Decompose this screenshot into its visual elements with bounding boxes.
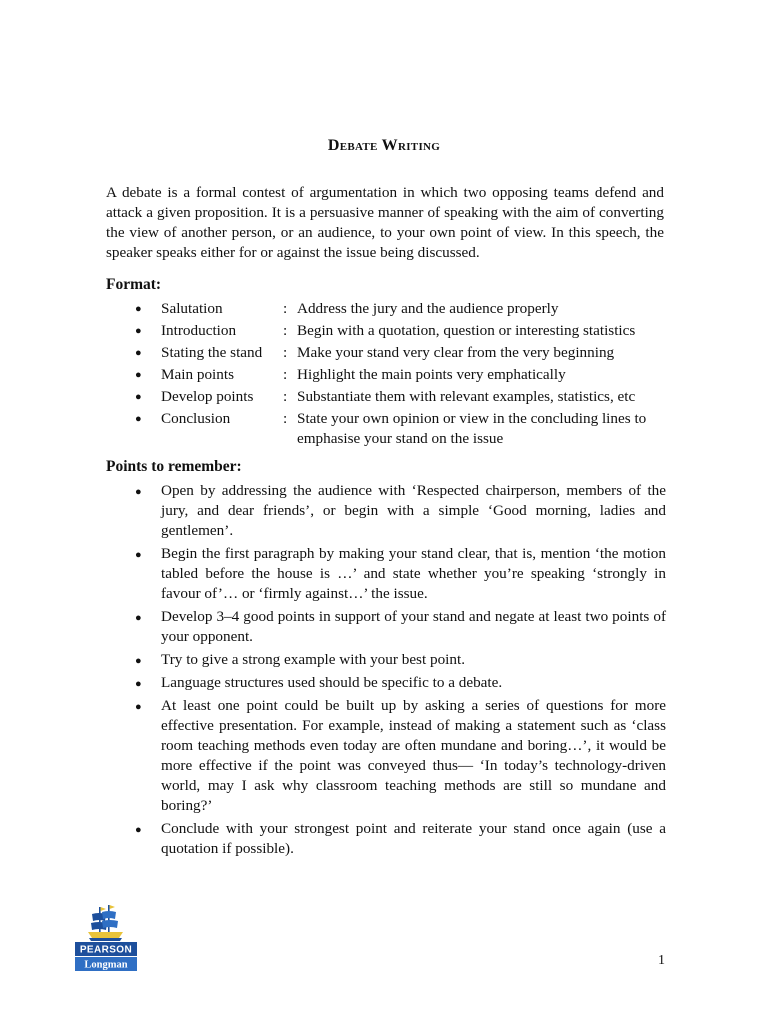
bullet-icon: ● xyxy=(135,391,142,403)
point-item xyxy=(106,544,666,604)
point-text: At least one point could be built up by asking a series of questions for more effective presentation. For example, instead of making a statement such as ‘class room teaching methods even today are often mundane and boring…’, it would be more effective if the point was conveyed thus— ‘In today’s technology-driven world, may I ask why classroom teaching methods are still so mundane and boring?’ xyxy=(161,697,666,814)
format-label: Stating the stand xyxy=(161,344,263,361)
bullet-icon: ● xyxy=(135,655,142,667)
format-description: Address the jury and the audience properly xyxy=(297,300,559,317)
bullet-icon: ● xyxy=(135,347,142,359)
ship-icon xyxy=(88,905,123,941)
point-text: Begin the first paragraph by making your stand clear, that is, mention ‘the motion tabled before the house is …’ and state whether you’re speaking ‘strongly in favour of’… or ‘firmly against…’ the issue. xyxy=(161,545,666,602)
points-list xyxy=(106,481,666,862)
bullet-icon: ● xyxy=(135,678,142,690)
points-heading: Points to remember: xyxy=(106,458,242,475)
format-item-stating-the-stand xyxy=(106,343,676,363)
intro-paragraph: A debate is a formal contest of argumentation in which two opposing teams defend and attack a given proposition. It is a persuasive manner of speaking with the aim of converting the view of another person, or an audience, to your own point of view. In this speech, the speaker speaks either for or against the issue being discussed. xyxy=(106,184,664,261)
point-item xyxy=(106,696,666,816)
point-item xyxy=(106,481,666,541)
format-description: Highlight the main points very emphatically xyxy=(297,366,566,383)
point-item xyxy=(106,673,666,693)
format-label: Salutation xyxy=(161,300,223,317)
bullet-icon: ● xyxy=(135,486,142,498)
page-number: 1 xyxy=(658,953,665,968)
bullet-icon: ● xyxy=(135,325,142,337)
point-item xyxy=(106,650,666,670)
format-label: Conclusion xyxy=(161,410,231,427)
format-item-introduction xyxy=(106,321,676,341)
format-item-develop-points xyxy=(106,387,676,407)
bullet-icon: ● xyxy=(135,701,142,713)
bullet-icon: ● xyxy=(135,369,142,381)
format-heading: Format: xyxy=(106,276,162,293)
point-text: Conclude with your strongest point and reiterate your stand once again (use a quotation if possible). xyxy=(161,820,666,857)
logo-pearson-text: PEARSON xyxy=(79,944,133,956)
point-text: Develop 3–4 good points in support of your stand and negate at least two points of your opponent. xyxy=(161,608,666,645)
format-description: Make your stand very clear from the very beginning xyxy=(297,344,615,361)
format-label: Develop points xyxy=(161,388,254,405)
format-label: Main points xyxy=(161,366,234,383)
format-colon: : xyxy=(283,344,288,361)
format-description: Begin with a quotation, question or interesting statistics xyxy=(297,322,636,339)
logo-longman-text: Longman xyxy=(84,959,128,971)
bullet-icon: ● xyxy=(135,549,142,561)
format-description: Substantiate them with relevant examples, statistics, etc xyxy=(297,388,636,405)
format-colon: : xyxy=(283,322,288,339)
point-text: Language structures used should be specific to a debate. xyxy=(161,674,503,691)
format-description: State your own opinion or view in the concluding lines to emphasise your stand on the issue xyxy=(297,410,647,447)
point-text: Open by addressing the audience with ‘Respected chairperson, members of the jury, and dear friends’, or begin with a simple ‘Good morning, ladies and gentlemen’. xyxy=(161,482,666,539)
format-item-conclusion xyxy=(106,409,676,449)
point-item xyxy=(106,819,666,859)
bullet-icon: ● xyxy=(135,303,142,315)
bullet-icon: ● xyxy=(135,824,142,836)
format-colon: : xyxy=(283,300,288,317)
pearson-longman-logo xyxy=(75,904,137,972)
format-item-salutation xyxy=(106,299,676,319)
point-item xyxy=(106,607,666,647)
format-colon: : xyxy=(283,366,288,383)
format-list xyxy=(106,299,676,451)
format-item-main-points xyxy=(106,365,676,385)
bullet-icon: ● xyxy=(135,413,142,425)
format-colon: : xyxy=(283,388,288,405)
format-colon: : xyxy=(283,410,288,427)
document-title: Debate Writing xyxy=(327,137,441,154)
point-text: Try to give a strong example with your best point. xyxy=(161,651,466,668)
format-label: Introduction xyxy=(161,322,237,339)
bullet-icon: ● xyxy=(135,612,142,624)
